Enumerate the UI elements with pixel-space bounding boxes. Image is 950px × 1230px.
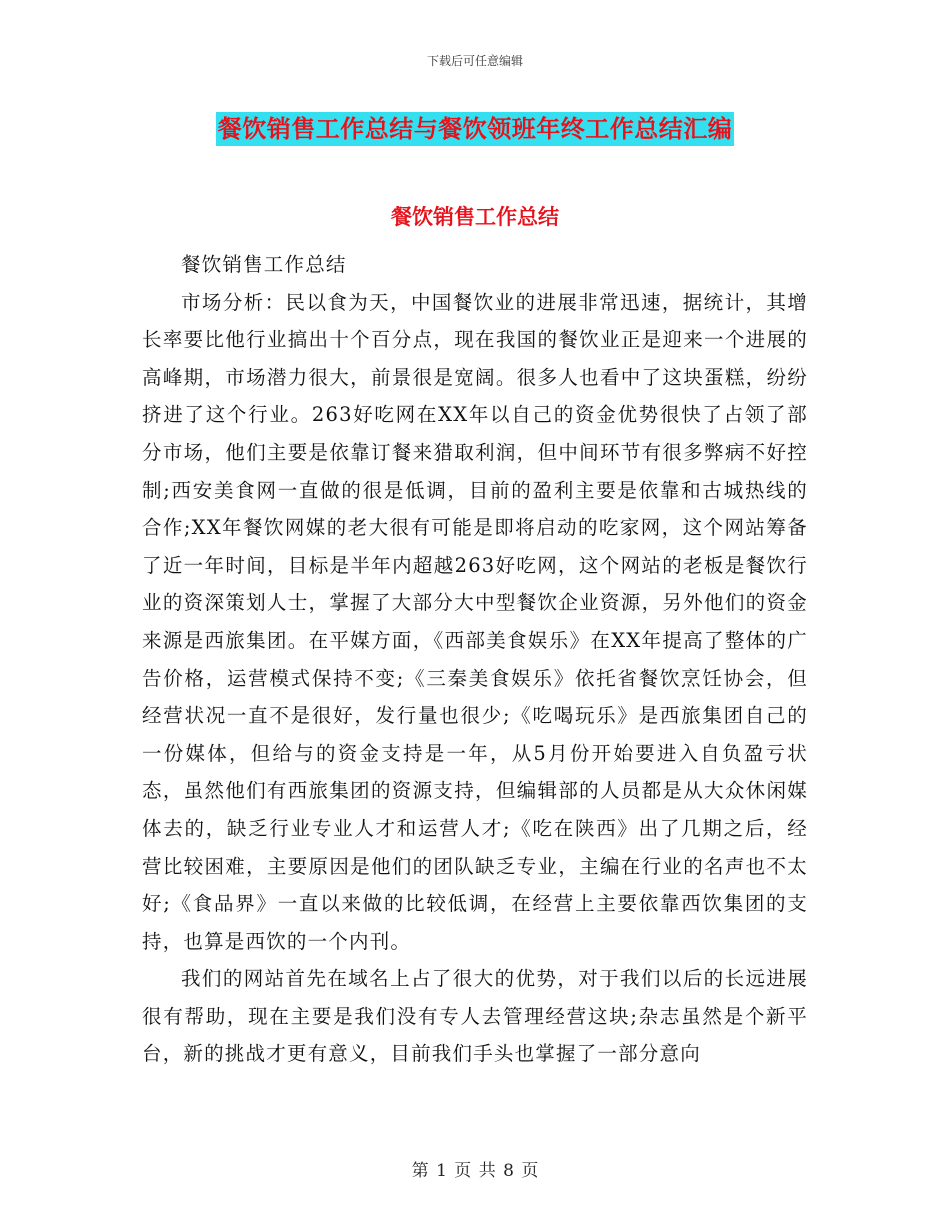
section-title: 餐饮销售工作总结	[391, 205, 559, 229]
document-title: 餐饮销售工作总结与餐饮领班年终工作总结汇编	[216, 112, 735, 146]
page-header-note: 下载后可任意编辑	[426, 54, 523, 68]
paragraph-website: 我们的网站首先在域名上占了很大的优势，对于我们以后的长远进展很有帮助，现在主要是我们没有专人去管理经营这块;杂志虽然是个新平台，新的挑战才更有意义，目前我们手头也掌握了一部分意向	[142, 967, 808, 1066]
document-body	[142, 246, 808, 1073]
document-title-container	[0, 112, 950, 146]
page-number-footer: 第 1 页 共 8 页	[411, 1161, 539, 1181]
paragraph-heading: 餐饮销售工作总结	[181, 253, 347, 276]
paragraph-market-analysis: 市场分析：民以食为天，中国餐饮业的进展非常迅速，据统计，其增长率要比他行业搞出十个百分点，现在我国的餐饮业正是迎来一个进展的高峰期，市场潜力很大，前景很是宽阔。很多人也看中了这块蛋糕，纷纷挤进了这个行业。263好吃网在XX年以自己的资金优势很快了占领了部分市场，他们主要是依靠订餐来猎取利润，但中间环节有很多弊病不好控制;西安美食网一直做的很是低调，目前的盈利主要是依靠和古城热线的合作;XX年餐饮网媒的老大很有可能是即将启动的吃家网，这个网站筹备了近一年时间，目标是半年内超越263好吃网，这个网站的老板是餐饮行业的资深策划人士，掌握了大部分大中型餐饮企业资源，另外他们的资金来源是西旅集团。在平媒方面，《西部美食娱乐》在XX年提高了整体的广告价格，运营模式保持不变;《三秦美食娱乐》依托省餐饮烹饪协会，但经营状况一直不是很好，发行量也很少;《吃喝玩乐》是西旅集团自己的一份媒体，但给与的资金支持是一年，从5月份开始要进入自负盈亏状态，虽然他们有西旅集团的资源支持，但编辑部的人员都是从大众休闲媒体去的，缺乏行业专业人才和运营人才;《吃在陕西》出了几期之后，经营比较困难，主要原因是他们的团队缺乏专业，主编在行业的名声也不太好;《食品界》一直以来做的比较低调，在经营上主要依靠西饮集团的支持，也算是西饮的一个内刊。	[142, 290, 808, 953]
